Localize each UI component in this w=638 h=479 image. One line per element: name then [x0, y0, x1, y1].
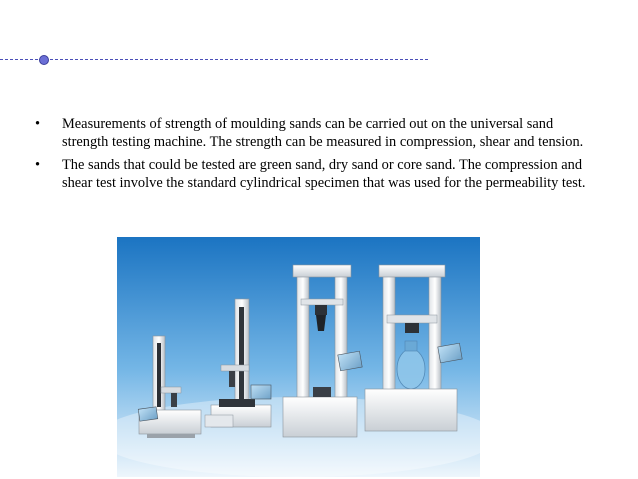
bullet-text: The sands that could be tested are green sand, dry sand or core sand. The compression and shear test involve the standard cylindrical specimen that was used for the permeability test. [62, 157, 586, 191]
bullet-list [30, 115, 602, 197]
testing-machines-photo [117, 237, 480, 477]
bullet-icon: • [35, 157, 41, 173]
bullet-icon: • [35, 116, 41, 132]
bullet-text: Measurements of strength of moulding sands can be carried out on the universal sand strength testing machine. The strength can be measured in compression, shear and tension. [62, 116, 584, 150]
header-rule-dot [39, 55, 49, 65]
bullet-item [30, 156, 602, 192]
bullet-item [30, 115, 602, 151]
header-dashed-rule [0, 59, 428, 60]
